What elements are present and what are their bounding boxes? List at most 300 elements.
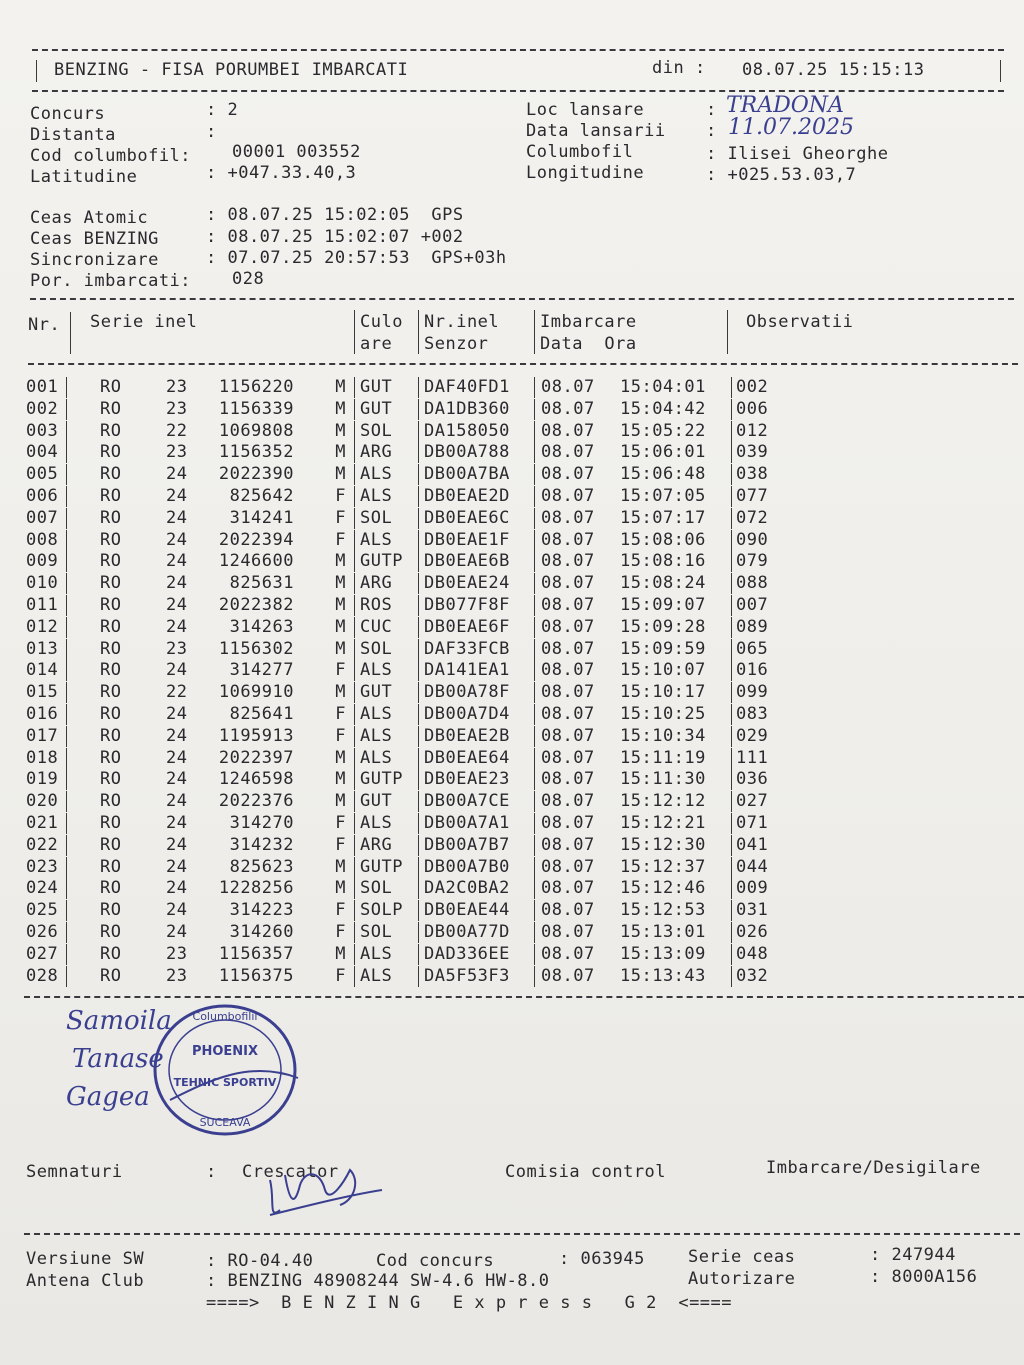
cell-sensor: DB00A7B0: [424, 856, 510, 877]
cell-color: SOL: [360, 420, 393, 441]
sincronizare-value: : 07.07.25 20:57:53 GPS+03h: [206, 248, 507, 268]
cell-country: RO: [100, 616, 122, 637]
versiune-sw-label: Versiune SW: [26, 1249, 145, 1269]
crescator-signature: [250, 1150, 390, 1230]
row-column-separator: [534, 791, 535, 812]
row-column-separator: [66, 486, 67, 507]
row-column-separator: [534, 900, 535, 921]
row-column-separator: [354, 857, 355, 878]
header-left-bar: [36, 60, 37, 82]
row-column-separator: [418, 748, 419, 769]
row-column-separator: [534, 878, 535, 899]
cell-ring-number: 825623: [229, 856, 294, 877]
cell-nr: 023: [26, 856, 59, 877]
row-column-separator: [731, 399, 732, 420]
cell-country: RO: [100, 791, 122, 812]
row-column-separator: [354, 399, 355, 420]
cell-ring-number: 1156220: [218, 377, 294, 397]
cell-time: 15:05:22: [620, 420, 706, 441]
cod-columbofil-label: Cod columbofil:: [30, 146, 192, 166]
row-column-separator: [418, 966, 419, 987]
cell-color: ALS: [360, 965, 393, 986]
stamp-bottom-text: SUCEAVA: [199, 1116, 251, 1129]
cell-sensor: DB0EAE2B: [424, 725, 510, 746]
cell-color: GUT: [360, 682, 393, 703]
table-row: [0, 550, 1024, 572]
cell-sensor: DB00A77D: [424, 922, 510, 942]
cell-ring-number: 314277: [229, 660, 294, 681]
table-row: [0, 376, 1024, 398]
cell-nr: 016: [26, 704, 59, 724]
cell-observation: 044: [736, 856, 769, 877]
cell-country: RO: [100, 420, 122, 441]
cell-date: 08.07: [541, 507, 595, 528]
cell-nr: 024: [26, 878, 59, 899]
col-header-imbarcare-2: Data Ora: [540, 334, 637, 354]
cell-color: ALS: [360, 813, 393, 833]
cell-nr: 017: [26, 725, 59, 746]
cell-date: 08.07: [541, 747, 595, 768]
table-row: [0, 725, 1024, 747]
cell-country: RO: [100, 682, 122, 703]
cell-year: 24: [166, 660, 188, 681]
cell-country: RO: [100, 638, 122, 659]
row-column-separator: [354, 551, 355, 572]
row-column-separator: [66, 551, 67, 572]
row-column-separator: [66, 682, 67, 703]
cell-sensor: DA141EA1: [424, 660, 510, 681]
cell-date: 08.07: [541, 943, 595, 964]
row-column-separator: [66, 726, 67, 747]
row-column-separator: [66, 748, 67, 769]
cell-country: RO: [100, 769, 122, 790]
handwritten-name-2: Tanase: [72, 1044, 164, 1074]
row-column-separator: [418, 682, 419, 703]
cell-sex: M: [335, 573, 346, 594]
benzing-banner: ====> B E N Z I N G E x p r e s s G 2 <====: [206, 1293, 733, 1313]
cell-sex: F: [335, 813, 346, 833]
cell-color: ALS: [360, 747, 393, 768]
row-column-separator: [731, 791, 732, 812]
header-top-rule: [32, 49, 1004, 51]
cell-time: 15:12:21: [620, 813, 706, 833]
row-column-separator: [418, 639, 419, 660]
cell-observation: 111: [736, 747, 769, 768]
cell-sex: M: [335, 616, 346, 637]
cell-ring-number: 314263: [229, 616, 294, 637]
cell-time: 15:08:16: [620, 551, 706, 572]
row-column-separator: [534, 944, 535, 965]
row-column-separator: [418, 551, 419, 572]
table-row: [0, 790, 1024, 812]
longitudine-label: Longitudine: [526, 163, 645, 183]
col-header-culoare-2: are: [360, 334, 393, 354]
row-column-separator: [66, 813, 67, 834]
table-row: [0, 659, 1024, 681]
handwritten-name-3: Gagea: [66, 1082, 150, 1112]
cell-nr: 021: [26, 813, 59, 833]
cell-sensor: DB0EAE6B: [424, 551, 510, 572]
cell-country: RO: [100, 922, 122, 942]
cell-sensor: DA158050: [424, 420, 510, 441]
cell-observation: 031: [736, 900, 769, 921]
row-column-separator: [731, 530, 732, 551]
cell-date: 08.07: [541, 464, 595, 485]
cell-nr: 020: [26, 791, 59, 812]
autorizare-value: : 8000A156: [870, 1267, 978, 1287]
longitudine-value: : +025.53.03,7: [706, 165, 857, 185]
col-header-nrinel-1: Nr.inel: [424, 312, 500, 332]
cell-sex: F: [335, 529, 346, 550]
row-column-separator: [534, 922, 535, 943]
cell-observation: 089: [736, 616, 769, 637]
row-column-separator: [354, 573, 355, 594]
cell-ring-number: 2022376: [218, 791, 294, 812]
cell-color: ALS: [360, 725, 393, 746]
row-column-separator: [534, 639, 535, 660]
row-column-separator: [418, 944, 419, 965]
row-column-separator: [418, 595, 419, 616]
cell-ring-number: 314232: [229, 834, 294, 855]
cell-sensor: DB0EAE1F: [424, 529, 510, 550]
row-column-separator: [731, 813, 732, 834]
row-column-separator: [354, 900, 355, 921]
row-column-separator: [534, 377, 535, 398]
row-column-separator: [418, 878, 419, 899]
data-lansarii-label: Data lansarii: [526, 121, 666, 141]
loc-lansare-label: Loc lansare: [526, 100, 645, 120]
table-row: [0, 965, 1024, 987]
cell-time: 15:12:12: [620, 791, 706, 812]
cell-date: 08.07: [541, 529, 595, 550]
col-header-culoare-1: Culo: [360, 312, 403, 332]
table-bottom-rule: [24, 996, 1024, 998]
cell-time: 15:13:43: [620, 965, 706, 986]
row-column-separator: [534, 726, 535, 747]
cell-nr: 005: [26, 464, 59, 485]
cell-sensor: DB0EAE44: [424, 900, 510, 921]
row-column-separator: [731, 857, 732, 878]
cell-year: 23: [166, 965, 188, 986]
row-column-separator: [418, 530, 419, 551]
cell-nr: 012: [26, 616, 59, 637]
row-column-separator: [66, 966, 67, 987]
cell-ring-number: 314223: [229, 900, 294, 921]
cell-date: 08.07: [541, 442, 595, 463]
cell-year: 23: [166, 943, 188, 964]
cell-time: 15:04:42: [620, 398, 706, 419]
cell-sensor: DB00A7D4: [424, 704, 510, 724]
cell-nr: 022: [26, 834, 59, 855]
cell-sex: M: [335, 747, 346, 768]
row-column-separator: [66, 442, 67, 463]
cell-ring-number: 314260: [229, 922, 294, 942]
col-sep-2: [354, 310, 355, 354]
cell-observation: 099: [736, 682, 769, 703]
cell-time: 15:06:01: [620, 442, 706, 463]
cell-sex: M: [335, 377, 346, 397]
cell-sensor: DB0EAE64: [424, 747, 510, 768]
versiune-sw-value: : RO-04.40: [206, 1251, 314, 1271]
row-column-separator: [731, 748, 732, 769]
cell-observation: 083: [736, 704, 769, 724]
row-column-separator: [418, 442, 419, 463]
cell-year: 24: [166, 769, 188, 790]
cell-ring-number: 314270: [229, 813, 294, 833]
cell-nr: 001: [26, 377, 59, 397]
row-column-separator: [66, 399, 67, 420]
row-column-separator: [354, 944, 355, 965]
cell-country: RO: [100, 900, 122, 921]
cell-sensor: DB0EAE6C: [424, 507, 510, 528]
row-column-separator: [418, 573, 419, 594]
distanta-label: Distanta: [30, 125, 116, 145]
cell-country: RO: [100, 551, 122, 572]
cell-ring-number: 1156339: [218, 398, 294, 419]
table-row: [0, 943, 1024, 965]
cell-observation: 006: [736, 398, 769, 419]
cell-nr: 026: [26, 922, 59, 942]
stamp-top-text: Columbofilii: [192, 1010, 258, 1023]
row-column-separator: [731, 639, 732, 660]
handwritten-release-date: 11.07.2025: [728, 115, 854, 140]
cell-sex: M: [335, 878, 346, 899]
row-column-separator: [354, 486, 355, 507]
cell-observation: 002: [736, 377, 769, 397]
row-column-separator: [534, 421, 535, 442]
cell-time: 15:10:25: [620, 704, 706, 724]
din-label: din :: [652, 58, 706, 78]
table-row: [0, 834, 1024, 856]
row-column-separator: [731, 573, 732, 594]
cell-nr: 003: [26, 420, 59, 441]
cell-country: RO: [100, 660, 122, 681]
cell-sensor: DB00A7CE: [424, 791, 510, 812]
cell-date: 08.07: [541, 616, 595, 637]
row-column-separator: [354, 530, 355, 551]
autorizare-label: Autorizare: [688, 1269, 796, 1289]
cell-year: 22: [166, 420, 188, 441]
row-column-separator: [354, 660, 355, 681]
row-column-separator: [534, 551, 535, 572]
row-column-separator: [731, 704, 732, 725]
cell-sex: F: [335, 660, 346, 681]
cell-nr: 019: [26, 769, 59, 790]
distanta-value: :: [206, 122, 217, 142]
cell-color: GUTP: [360, 769, 403, 790]
cell-observation: 077: [736, 486, 769, 506]
cell-time: 15:12:53: [620, 900, 706, 921]
cell-date: 08.07: [541, 573, 595, 594]
cell-year: 24: [166, 464, 188, 485]
cell-ring-number: 2022382: [218, 595, 294, 615]
cell-color: ALS: [360, 486, 393, 506]
cell-year: 24: [166, 747, 188, 768]
cell-year: 24: [166, 791, 188, 812]
row-column-separator: [354, 508, 355, 529]
cell-date: 08.07: [541, 769, 595, 790]
cell-nr: 025: [26, 900, 59, 921]
cell-observation: 048: [736, 943, 769, 964]
cell-country: RO: [100, 398, 122, 419]
cell-time: 15:13:09: [620, 943, 706, 964]
cell-nr: 008: [26, 529, 59, 550]
cell-time: 15:08:24: [620, 573, 706, 594]
cell-sensor: DB00A788: [424, 442, 510, 463]
antena-club-label: Antena Club: [26, 1271, 145, 1291]
row-column-separator: [418, 857, 419, 878]
row-column-separator: [534, 508, 535, 529]
cell-nr: 011: [26, 595, 59, 615]
cell-nr: 006: [26, 486, 59, 506]
cell-ring-number: 825631: [229, 573, 294, 594]
cell-ring-number: 1156357: [218, 943, 294, 964]
row-column-separator: [354, 377, 355, 398]
cell-observation: 016: [736, 660, 769, 681]
row-column-separator: [731, 486, 732, 507]
row-column-separator: [66, 508, 67, 529]
latitudine-label: Latitudine: [30, 167, 138, 187]
row-column-separator: [354, 769, 355, 790]
row-column-separator: [418, 900, 419, 921]
cell-date: 08.07: [541, 856, 595, 877]
row-column-separator: [66, 595, 67, 616]
row-column-separator: [731, 508, 732, 529]
cell-ring-number: 2022390: [218, 464, 294, 485]
row-column-separator: [418, 464, 419, 485]
cell-color: SOL: [360, 878, 393, 899]
cell-ring-number: 1069808: [218, 420, 294, 441]
row-column-separator: [418, 617, 419, 638]
row-column-separator: [731, 442, 732, 463]
antena-club-value: : BENZING 48908244 SW-4.6 HW-8.0: [206, 1271, 550, 1291]
cell-time: 15:10:07: [620, 660, 706, 681]
cell-color: ALS: [360, 704, 393, 724]
cod-columbofil-value: 00001 003552: [232, 142, 361, 162]
imbarcare-desigilare-label: Imbarcare/Desigilare: [766, 1158, 981, 1178]
row-column-separator: [354, 464, 355, 485]
row-column-separator: [66, 791, 67, 812]
cell-country: RO: [100, 725, 122, 746]
row-column-separator: [354, 639, 355, 660]
serie-ceas-label: Serie ceas: [688, 1247, 796, 1267]
cell-time: 15:09:28: [620, 616, 706, 637]
row-column-separator: [354, 726, 355, 747]
club-stamp: [150, 1000, 300, 1140]
header-right-bar: [1000, 60, 1001, 82]
row-column-separator: [66, 900, 67, 921]
cell-nr: 027: [26, 943, 59, 964]
row-column-separator: [354, 748, 355, 769]
cell-color: GUT: [360, 791, 393, 812]
cell-year: 24: [166, 813, 188, 833]
row-column-separator: [534, 813, 535, 834]
row-column-separator: [66, 944, 67, 965]
cell-observation: 032: [736, 965, 769, 986]
table-row: [0, 441, 1024, 463]
cell-year: 23: [166, 638, 188, 659]
cell-sensor: DB0EAE24: [424, 573, 510, 594]
cell-color: GUT: [360, 398, 393, 419]
row-column-separator: [354, 421, 355, 442]
row-column-separator: [418, 922, 419, 943]
cell-sex: F: [335, 486, 346, 506]
table-row: [0, 485, 1024, 507]
cell-ring-number: 1156302: [218, 638, 294, 659]
cell-sex: M: [335, 791, 346, 812]
table-row: [0, 899, 1024, 921]
cell-country: RO: [100, 943, 122, 964]
row-column-separator: [418, 835, 419, 856]
cell-country: RO: [100, 813, 122, 833]
table-row: [0, 856, 1024, 878]
row-column-separator: [354, 682, 355, 703]
row-column-separator: [731, 726, 732, 747]
row-column-separator: [731, 835, 732, 856]
cell-year: 24: [166, 900, 188, 921]
cell-color: GUTP: [360, 856, 403, 877]
cell-year: 24: [166, 878, 188, 899]
cell-nr: 028: [26, 965, 59, 986]
row-column-separator: [731, 769, 732, 790]
table-row: [0, 812, 1024, 834]
table-row: [0, 420, 1024, 442]
row-column-separator: [534, 660, 535, 681]
cell-sensor: DB077F8F: [424, 595, 510, 615]
cell-nr: 018: [26, 747, 59, 768]
table-row: [0, 921, 1024, 943]
row-column-separator: [534, 595, 535, 616]
row-column-separator: [534, 748, 535, 769]
cell-date: 08.07: [541, 486, 595, 506]
cell-sensor: DB00A78F: [424, 682, 510, 703]
row-column-separator: [418, 377, 419, 398]
cell-observation: 071: [736, 813, 769, 833]
cell-country: RO: [100, 507, 122, 528]
cell-observation: 090: [736, 529, 769, 550]
cell-sex: F: [335, 725, 346, 746]
row-column-separator: [534, 573, 535, 594]
cell-year: 24: [166, 834, 188, 855]
cell-sensor: DAF40FD1: [424, 377, 510, 397]
ceas-atomic-label: Ceas Atomic: [30, 208, 149, 228]
row-column-separator: [354, 442, 355, 463]
cell-sex: M: [335, 856, 346, 877]
col-sep-1: [70, 312, 71, 354]
cell-time: 15:10:17: [620, 682, 706, 703]
row-column-separator: [534, 530, 535, 551]
col-header-observatii: Observatii: [746, 312, 854, 332]
cell-country: RO: [100, 856, 122, 877]
cell-year: 24: [166, 529, 188, 550]
cell-color: ARG: [360, 834, 393, 855]
cell-year: 24: [166, 551, 188, 572]
row-column-separator: [354, 835, 355, 856]
semnaturi-colon: :: [206, 1162, 217, 1182]
cell-country: RO: [100, 464, 122, 485]
print-timestamp: 08.07.25 15:15:13: [742, 60, 925, 80]
porumbei-imbarcati-value: 028: [232, 269, 265, 289]
cell-observation: 009: [736, 878, 769, 899]
comisia-control-label: Comisia control: [505, 1162, 667, 1182]
table-row: [0, 507, 1024, 529]
cell-date: 08.07: [541, 660, 595, 681]
cell-observation: 065: [736, 638, 769, 659]
col-sep-3: [418, 310, 419, 354]
cell-observation: 038: [736, 464, 769, 485]
cell-year: 23: [166, 442, 188, 463]
row-column-separator: [731, 922, 732, 943]
